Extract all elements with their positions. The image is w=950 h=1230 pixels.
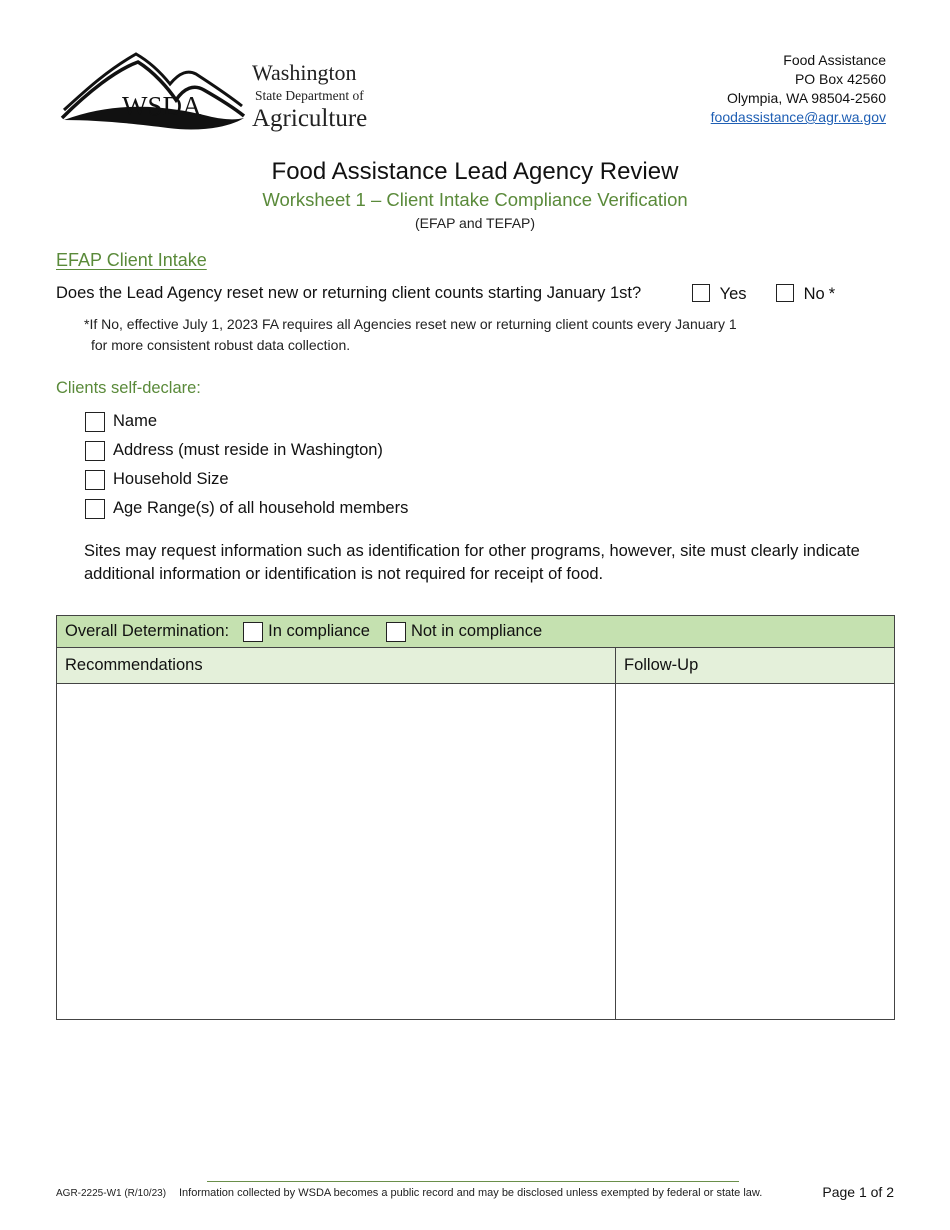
self-declare-item-age-range[interactable] [85, 494, 408, 523]
name-checkbox[interactable] [85, 412, 105, 432]
recommendations-header: Recommendations [57, 648, 616, 684]
self-declare-item-household-size[interactable] [85, 465, 408, 494]
self-declare-label: Name [113, 412, 158, 430]
self-declare-heading: Clients self-declare: [56, 379, 201, 397]
overall-determination-row [57, 616, 894, 648]
age-range-checkbox[interactable] [85, 499, 105, 519]
no-label: No [803, 285, 825, 303]
reset-question: Does the Lead Agency reset new or returning client counts starting January 1st? [56, 284, 642, 302]
footnote-line1: *If No, effective July 1, 2023 FA requires all Agencies reset new or returning client counts every January 1 [84, 316, 737, 332]
self-declare-label: Address (must reside in Washington) [113, 441, 383, 459]
document-title: Food Assistance Lead Agency Review [271, 158, 679, 185]
no-asterisk: * [828, 285, 836, 303]
in-compliance-checkbox[interactable] [243, 622, 263, 642]
page-number: Page 1 of 2 [822, 1184, 894, 1200]
title-block [0, 157, 950, 233]
contact-city: Olympia, WA 98504-2560 [726, 90, 886, 106]
contact-email-link[interactable]: foodassistance@agr.wa.gov [710, 109, 886, 125]
identification-notice: Sites may request information such as identification for other programs, however, site must clearly indicate additional information or identification is not required for receipt of food. [84, 542, 860, 583]
section-heading: EFAP Client Intake [56, 250, 207, 270]
logo-mark-text: WSDA [122, 91, 202, 121]
self-declare-label: Household Size [113, 470, 229, 488]
document-programs: (EFAP and TEFAP) [414, 215, 536, 231]
self-declare-list [85, 407, 408, 523]
not-in-compliance-label: Not in compliance [410, 622, 543, 640]
self-declare-item-name[interactable] [85, 407, 408, 436]
contact-po-box: PO Box 42560 [794, 71, 886, 87]
self-declare-label: Age Range(s) of all household members [113, 499, 409, 517]
yes-option[interactable] [692, 284, 747, 304]
public-record-notice: Information collected by WSDA becomes a public record and may be disclosed unless exempted by federal or state law. [179, 1187, 763, 1199]
contact-block [711, 51, 886, 127]
not-in-compliance-checkbox[interactable] [386, 622, 406, 642]
no-option[interactable] [776, 284, 835, 304]
wsda-mountain-mark [58, 48, 378, 134]
determination-table [56, 615, 895, 1020]
footnote-line2: for more consistent robust data collection. [91, 337, 351, 353]
household-size-checkbox[interactable] [85, 470, 105, 490]
footer-divider [207, 1181, 739, 1182]
no-checkbox[interactable] [776, 284, 794, 302]
wsda-logo [58, 48, 378, 134]
logo-line2: State Department of [255, 88, 364, 103]
yes-label: Yes [719, 285, 747, 303]
address-checkbox[interactable] [85, 441, 105, 461]
recommendations-field[interactable] [57, 684, 616, 1019]
contact-name: Food Assistance [783, 52, 886, 68]
in-compliance-label: In compliance [268, 622, 370, 640]
form-number: AGR-2225-W1 (R/10/23) [56, 1188, 167, 1199]
yes-checkbox[interactable] [692, 284, 710, 302]
followup-header: Follow-Up [616, 648, 894, 684]
followup-field[interactable] [616, 684, 894, 1019]
footnote [84, 314, 844, 356]
overall-determination-label: Overall Determination: [65, 622, 230, 640]
logo-line3: Agriculture [252, 105, 368, 132]
self-declare-item-address[interactable] [85, 436, 408, 465]
document-subtitle: Worksheet 1 – Client Intake Compliance Verification [262, 189, 688, 210]
logo-line1: Washington [252, 60, 357, 85]
